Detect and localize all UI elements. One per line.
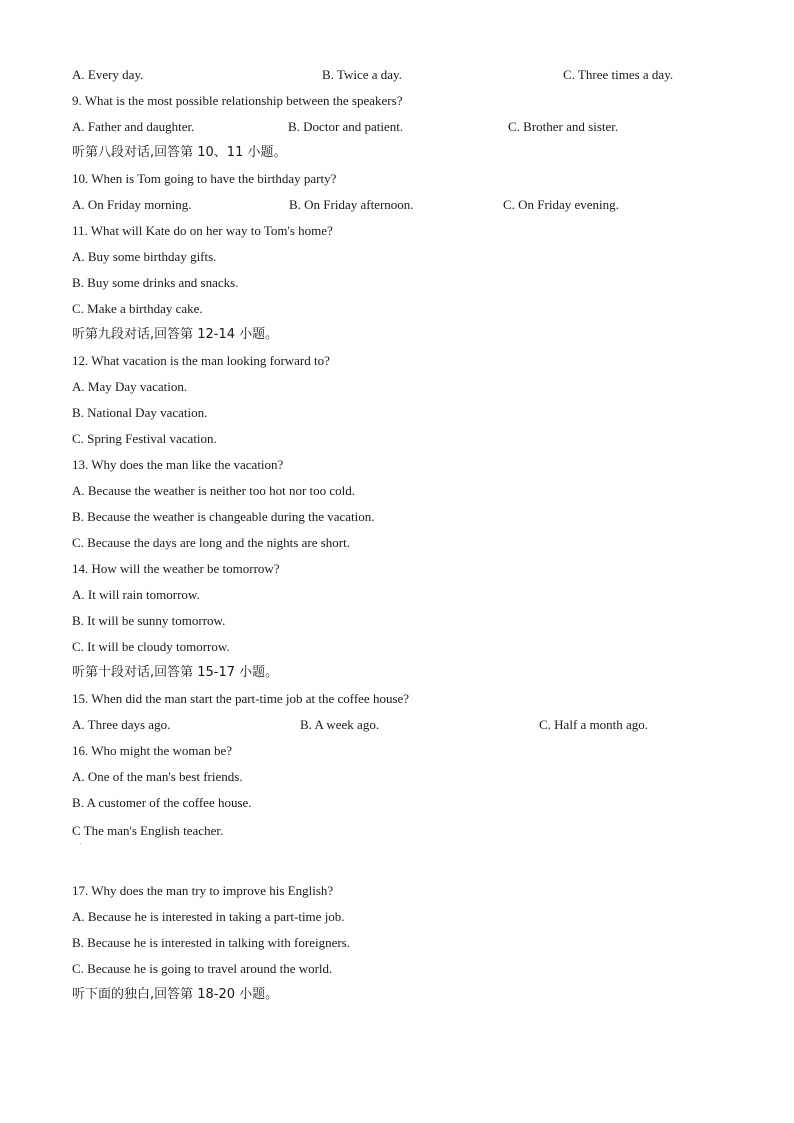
section-heading-8: 听第八段对话,回答第 10、11 小题。 (72, 145, 287, 160)
q15-question: 15. When did the man start the part-time job at the coffee house? (72, 691, 410, 706)
q13-option-a: A. Because the weather is neither too hot nor too cold. (72, 483, 356, 498)
q16-option-a: A. One of the man's best friends. (72, 769, 243, 784)
q11-option-a: A. Buy some birthday gifts. (72, 249, 217, 264)
q10-option-b: B. On Friday afternoon. (289, 197, 414, 212)
q14-option-c: C. It will be cloudy tomorrow. (72, 639, 230, 654)
q12-question: 12. What vacation is the man looking forward to? (72, 353, 330, 368)
q12-option-a: A. May Day vacation. (72, 379, 188, 394)
q16-option-b: B. A customer of the coffee house. (72, 795, 252, 810)
q11-question: 11. What will Kate do on her way to Tom's home? (72, 223, 333, 238)
q17-option-c: C. Because he is going to travel around the world. (72, 961, 333, 976)
stray-mark: . (80, 840, 82, 846)
q9-option-a: A. Father and daughter. (72, 119, 195, 134)
q16-option-c: C The man's English teacher. (72, 823, 224, 838)
section-heading-10: 听第十段对话,回答第 15-17 小题。 (72, 665, 279, 680)
q10-option-c: C. On Friday evening. (503, 197, 619, 212)
q9-option-c: C. Brother and sister. (508, 119, 619, 134)
q13-question: 13. Why does the man like the vacation? (72, 457, 284, 472)
q13-option-b: B. Because the weather is changeable during the vacation. (72, 509, 375, 524)
q15-option-a: A. Three days ago. (72, 717, 171, 732)
q10-question: 10. When is Tom going to have the birthday party? (72, 171, 337, 186)
section-heading-monologue: 听下面的独白,回答第 18-20 小题。 (72, 987, 279, 1002)
q17-question: 17. Why does the man try to improve his English? (72, 883, 334, 898)
q10-option-a: A. On Friday morning. (72, 197, 192, 212)
q17-option-a: A. Because he is interested in taking a part-time job. (72, 909, 345, 924)
q14-option-b: B. It will be sunny tomorrow. (72, 613, 226, 628)
q17-option-b: B. Because he is interested in talking with foreigners. (72, 935, 350, 950)
q9-option-b: B. Doctor and patient. (288, 119, 404, 134)
q16-question: 16. Who might the woman be? (72, 743, 233, 758)
q8-option-a: A. Every day. (72, 67, 144, 82)
q9-question: 9. What is the most possible relationship between the speakers? (72, 93, 403, 108)
q14-option-a: A. It will rain tomorrow. (72, 587, 200, 602)
section-heading-9: 听第九段对话,回答第 12-14 小题。 (72, 327, 279, 342)
q13-option-c: C. Because the days are long and the nights are short. (72, 535, 350, 550)
q12-option-b: B. National Day vacation. (72, 405, 208, 420)
q15-option-b: B. A week ago. (300, 717, 380, 732)
q11-option-c: C. Make a birthday cake. (72, 301, 203, 316)
q12-option-c: C. Spring Festival vacation. (72, 431, 217, 446)
q14-question: 14. How will the weather be tomorrow? (72, 561, 280, 576)
q8-option-b: B. Twice a day. (322, 67, 402, 82)
q8-option-c: C. Three times a day. (563, 67, 674, 82)
q11-option-b: B. Buy some drinks and snacks. (72, 275, 239, 290)
q15-option-c: C. Half a month ago. (539, 717, 649, 732)
